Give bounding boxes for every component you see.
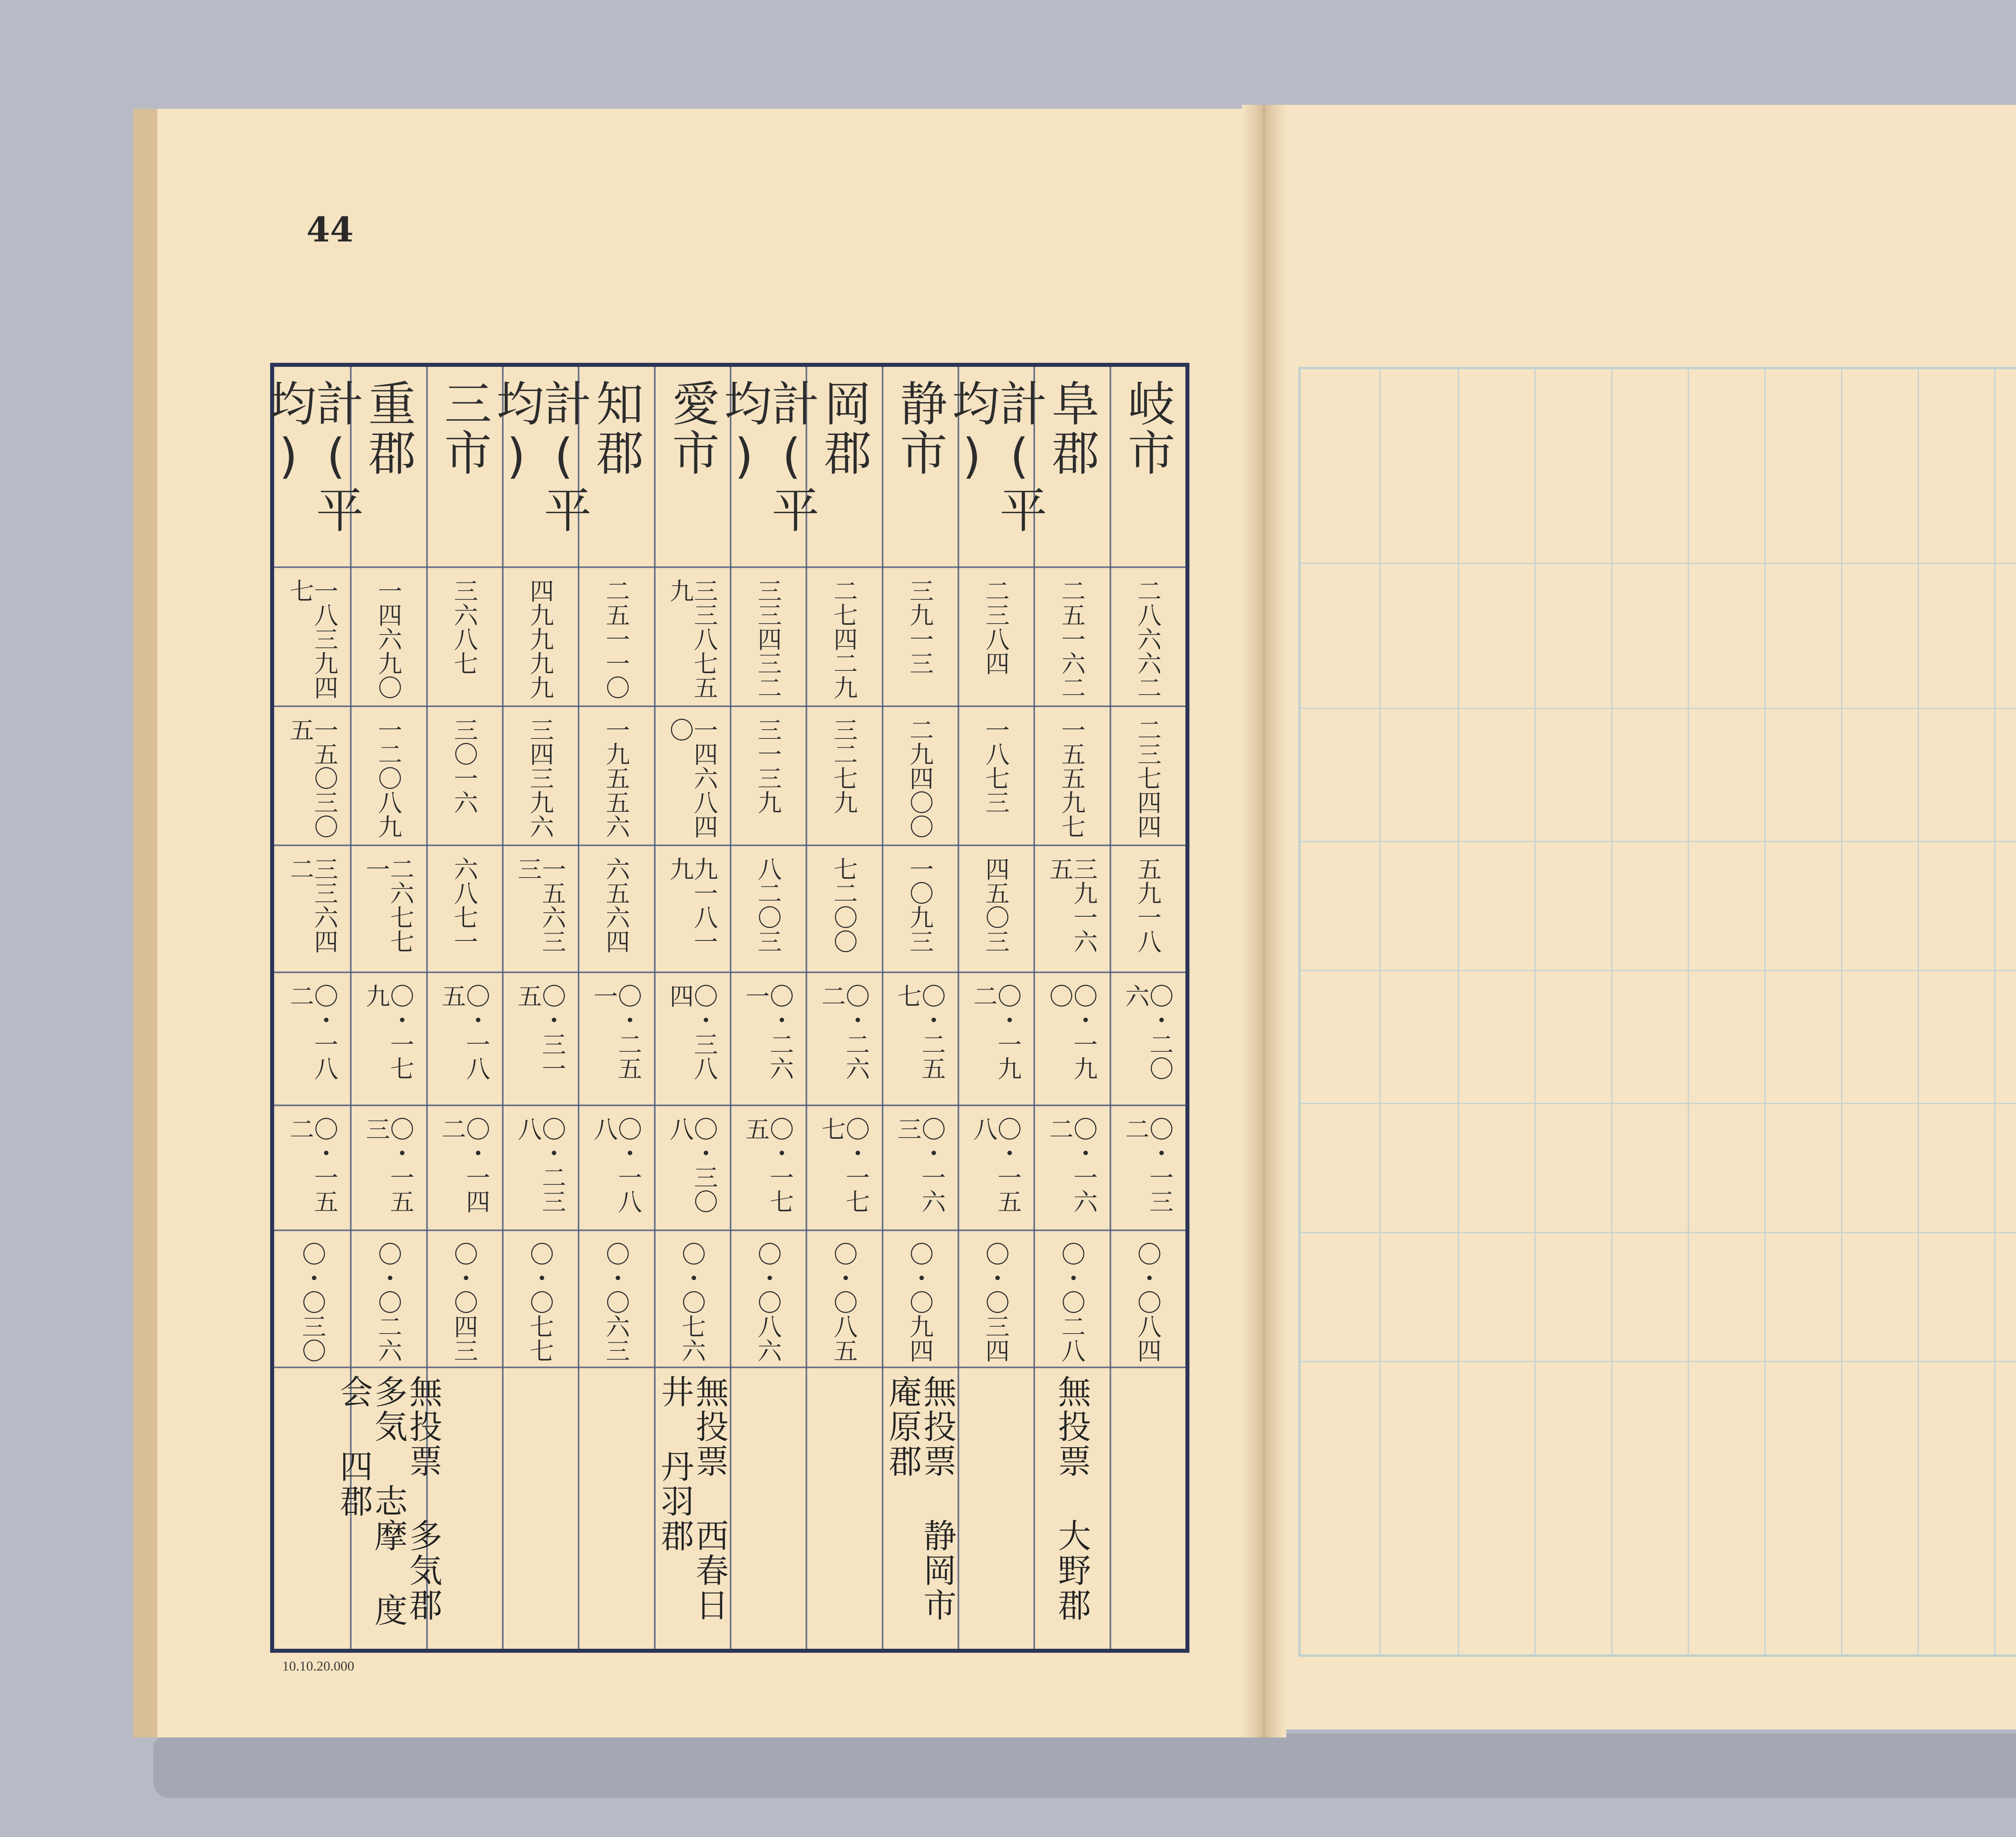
table-cell-value: 〇・〇九四 xyxy=(905,1242,934,1363)
table-cell xyxy=(958,857,1033,967)
table-cell-value: 一五〇三〇五 xyxy=(286,718,339,838)
table-cell-value: 五九一八 xyxy=(1133,857,1162,953)
table-cell xyxy=(958,578,1033,701)
table-cell xyxy=(806,857,881,967)
page-number: 44 xyxy=(306,210,354,250)
table-cell-value: 二五一六二 xyxy=(1057,578,1086,699)
table-cell xyxy=(882,1117,958,1225)
table-cell xyxy=(958,1117,1033,1225)
table-cell xyxy=(806,718,881,840)
table-cell xyxy=(730,578,806,701)
table-cell-value: 七二〇〇 xyxy=(829,857,858,953)
table-cell xyxy=(274,718,350,840)
table-cell xyxy=(1110,1117,1185,1225)
column-header-label: 計(平均) xyxy=(944,379,1048,535)
handwritten-note-text: 無投票 多気郡 多気 志摩 度会 四郡 xyxy=(334,1375,442,1628)
table-cell xyxy=(578,1242,654,1363)
table-cell-value: 〇・三〇八 xyxy=(665,1117,718,1213)
table-cell-value: 〇・二五七 xyxy=(893,984,946,1080)
table-cell xyxy=(502,718,578,840)
column-header-label: 阜郡 xyxy=(1043,379,1100,477)
table-cell-value: 〇・二三八 xyxy=(514,1117,566,1213)
table-cell xyxy=(578,984,654,1101)
table-cell xyxy=(502,857,578,967)
column-header xyxy=(944,379,1048,560)
table-cell-value: 〇・〇七六 xyxy=(677,1242,706,1363)
table-cell xyxy=(578,718,654,840)
table-cell-value: 〇・一七九 xyxy=(362,984,414,1080)
column-header-label: 計(平均) xyxy=(716,379,820,535)
column-header xyxy=(1110,379,1185,560)
book-gutter xyxy=(1242,105,1286,1737)
table-cell xyxy=(350,857,426,967)
table-cell xyxy=(274,1117,350,1225)
table-cell-value: 〇・一六三 xyxy=(893,1117,946,1213)
table-cell-value: 一〇九三 xyxy=(905,857,934,953)
table-cell xyxy=(654,857,730,967)
statistics-table xyxy=(260,363,1189,1653)
table-cell xyxy=(578,578,654,701)
table-cell-value: 六八七一 xyxy=(450,857,478,953)
table-cell xyxy=(350,1242,426,1363)
table-cell xyxy=(426,1242,502,1363)
table-cell xyxy=(1110,984,1185,1101)
table-cell-value: 一四六八四〇 xyxy=(665,718,718,838)
table-cell-value: 〇・三一五 xyxy=(514,984,566,1080)
table-cell xyxy=(426,857,502,967)
table-cell xyxy=(730,857,806,967)
table-cell xyxy=(350,1117,426,1225)
table-cell xyxy=(730,984,806,1101)
table-cell xyxy=(882,857,958,967)
table-cell xyxy=(274,1242,350,1363)
table-cell-value: 〇・一九二 xyxy=(969,984,1022,1080)
table-cell-value: 三二七九 xyxy=(829,718,858,814)
table-cell-value: 三六八七 xyxy=(450,578,478,675)
table-cell-value: 二六七七一 xyxy=(362,857,414,953)
table-cell xyxy=(958,984,1033,1101)
table-cell-value: 〇・〇六三 xyxy=(602,1242,630,1363)
handwritten-note xyxy=(996,1375,1148,1641)
table-cell-value: 〇・二六一 xyxy=(741,984,794,1080)
table-cell-value: 三〇一六 xyxy=(450,718,478,814)
table-cell xyxy=(730,1117,806,1225)
table-cell-value: 〇・二六二 xyxy=(817,984,870,1080)
table-cell-value: 二三八四 xyxy=(981,578,1010,675)
table-cell xyxy=(730,1242,806,1363)
table-cell-value: 三三八七五九 xyxy=(665,578,718,699)
table-cell xyxy=(578,1117,654,1225)
table-cell-value: 一八三九四七 xyxy=(286,578,339,699)
column-header-label: 知郡 xyxy=(588,379,644,477)
handwritten-note xyxy=(844,1375,996,1641)
table-cell-value: 〇・一七五 xyxy=(741,1117,794,1213)
table-cell-value: 二八六六二 xyxy=(1133,578,1162,699)
table-cell-value: 〇・一五二 xyxy=(286,1117,339,1213)
table-cell-value: 〇・一三二 xyxy=(1121,1117,1174,1213)
table-cell-value: 二九四〇〇 xyxy=(905,718,934,838)
table-cell-value: 〇・〇七七 xyxy=(526,1242,554,1363)
table-cell-value: 二七四二九 xyxy=(829,578,858,699)
handwritten-note-text: 無投票 西春日井 丹羽郡 xyxy=(655,1375,729,1623)
table-cell-value: 九一八一九 xyxy=(665,857,718,953)
table-cell-value: 〇・〇四三 xyxy=(450,1242,478,1363)
column-header-label: 三市 xyxy=(436,379,492,477)
table-cell xyxy=(654,578,730,701)
table-cell-value: 〇・一九〇 xyxy=(1045,984,1098,1080)
table-cell xyxy=(882,578,958,701)
table-cell-value: 〇・一四二 xyxy=(437,1117,490,1213)
show-through-table xyxy=(1298,367,2016,1657)
table-cell xyxy=(274,984,350,1101)
table-cell-value: 二三七四四 xyxy=(1133,718,1162,838)
table-cell-value: 八二〇三 xyxy=(754,857,782,953)
table-cell xyxy=(502,1242,578,1363)
handwritten-note-text: 無投票 大野郡 xyxy=(1052,1375,1091,1623)
table-cell xyxy=(1033,857,1109,967)
table-cell xyxy=(882,984,958,1101)
book-shadow xyxy=(153,1733,2016,1798)
table-cell-value: 〇・一五三 xyxy=(362,1117,414,1213)
table-cell-value: 三九一六五 xyxy=(1045,857,1098,953)
column-header xyxy=(882,379,958,560)
table-cell xyxy=(1110,578,1185,701)
column-header xyxy=(654,379,730,560)
table-cell xyxy=(806,1242,881,1363)
table-cell-value: 一二〇八九 xyxy=(374,718,402,838)
table-cell-value: 〇・二〇六 xyxy=(1121,984,1174,1080)
table-cell-value: 〇・〇八四 xyxy=(1133,1242,1162,1363)
table-cell xyxy=(350,984,426,1101)
table-cell xyxy=(274,857,350,967)
table-cell xyxy=(806,984,881,1101)
table-cell xyxy=(806,578,881,701)
table-cell-value: 〇・〇三〇 xyxy=(298,1242,327,1363)
handwritten-note xyxy=(616,1375,768,1641)
table-cell xyxy=(654,984,730,1101)
table-cell xyxy=(1033,1117,1109,1225)
table-cell xyxy=(350,718,426,840)
table-cell-value: 三一三九 xyxy=(754,718,782,814)
table-cell xyxy=(730,718,806,840)
table-cell-value: 二五一一〇 xyxy=(602,578,630,699)
table-cell-value: 〇・〇八五 xyxy=(829,1242,858,1363)
table-cell-value: 〇・一七七 xyxy=(817,1117,870,1213)
table-cell-value: 一九五五六 xyxy=(602,718,630,838)
table-cell xyxy=(426,1117,502,1225)
table-cell-value: 一五六三三 xyxy=(514,857,566,953)
table-cell xyxy=(1033,578,1109,701)
column-header xyxy=(426,379,502,560)
column-header xyxy=(260,379,364,560)
table-cell-value: 四五〇三 xyxy=(981,857,1010,953)
table-cell-value: 〇・三八四 xyxy=(665,984,718,1080)
table-cell xyxy=(502,1117,578,1225)
table-cell xyxy=(958,718,1033,840)
table-cell xyxy=(654,1242,730,1363)
table-cell-value: 〇・〇八六 xyxy=(754,1242,782,1363)
table-cell xyxy=(654,718,730,840)
column-header-label: 愛市 xyxy=(664,379,720,477)
table-cell xyxy=(426,718,502,840)
table-cell-value: 三九一三 xyxy=(905,578,934,675)
table-cell-value: 〇・一五八 xyxy=(969,1117,1022,1213)
column-header xyxy=(716,379,820,560)
table-cell-value: 一五五九七 xyxy=(1057,718,1086,838)
table-cell-value: 〇・一八八 xyxy=(589,1117,642,1213)
column-header-label: 計(平均) xyxy=(488,379,592,535)
table-cell-value: 〇・一八二 xyxy=(286,984,339,1080)
column-header-label: 岡郡 xyxy=(816,379,872,477)
table-cell xyxy=(502,984,578,1101)
table-cell-value: 一四六九〇 xyxy=(374,578,402,699)
table-cell xyxy=(350,578,426,701)
table-cell-value: 〇・〇三四 xyxy=(981,1242,1010,1363)
table-cell xyxy=(502,578,578,701)
table-cell-value: 〇・〇二六 xyxy=(374,1242,402,1363)
column-header-label: 岐市 xyxy=(1119,379,1175,477)
column-header xyxy=(488,379,592,560)
table-cell xyxy=(1033,984,1109,1101)
table-cell xyxy=(882,1242,958,1363)
table-cell-value: 三四三九六 xyxy=(526,718,554,838)
table-cell-value: 三三四三二 xyxy=(754,578,782,699)
column-header-label: 重郡 xyxy=(360,379,416,477)
column-header-label: 計(平均) xyxy=(260,379,364,535)
table-cell-value: 〇・一六二 xyxy=(1045,1117,1098,1213)
table-cell xyxy=(1033,718,1109,840)
table-cell xyxy=(274,578,350,701)
table-cell-value: 〇・一八五 xyxy=(437,984,490,1080)
table-cell xyxy=(1110,857,1185,967)
column-header-label: 静市 xyxy=(891,379,948,477)
table-cell xyxy=(578,857,654,967)
table-cell xyxy=(1110,718,1185,840)
table-cell-value: 三三六四二 xyxy=(286,857,339,953)
print-code: 10.10.20.000 xyxy=(282,1659,354,1674)
table-cell-value: 六五六四 xyxy=(602,857,630,953)
handwritten-note-text: 無投票 静岡市 庵原郡 xyxy=(883,1375,956,1623)
table-cell xyxy=(806,1117,881,1225)
table-cell-value: 〇・二五一 xyxy=(589,984,642,1080)
table-cell-value: 四九九九九 xyxy=(526,578,554,699)
table-cell xyxy=(958,1242,1033,1363)
table-cell xyxy=(1033,1242,1109,1363)
table-cell xyxy=(426,578,502,701)
table-cell xyxy=(654,1117,730,1225)
table-cell-value: 一八七三 xyxy=(981,718,1010,814)
handwritten-note xyxy=(312,1375,464,1641)
table-cell xyxy=(426,984,502,1101)
table-cell-value: 〇・〇二八 xyxy=(1057,1242,1086,1363)
table-cell xyxy=(882,718,958,840)
table-cell xyxy=(1110,1242,1185,1363)
